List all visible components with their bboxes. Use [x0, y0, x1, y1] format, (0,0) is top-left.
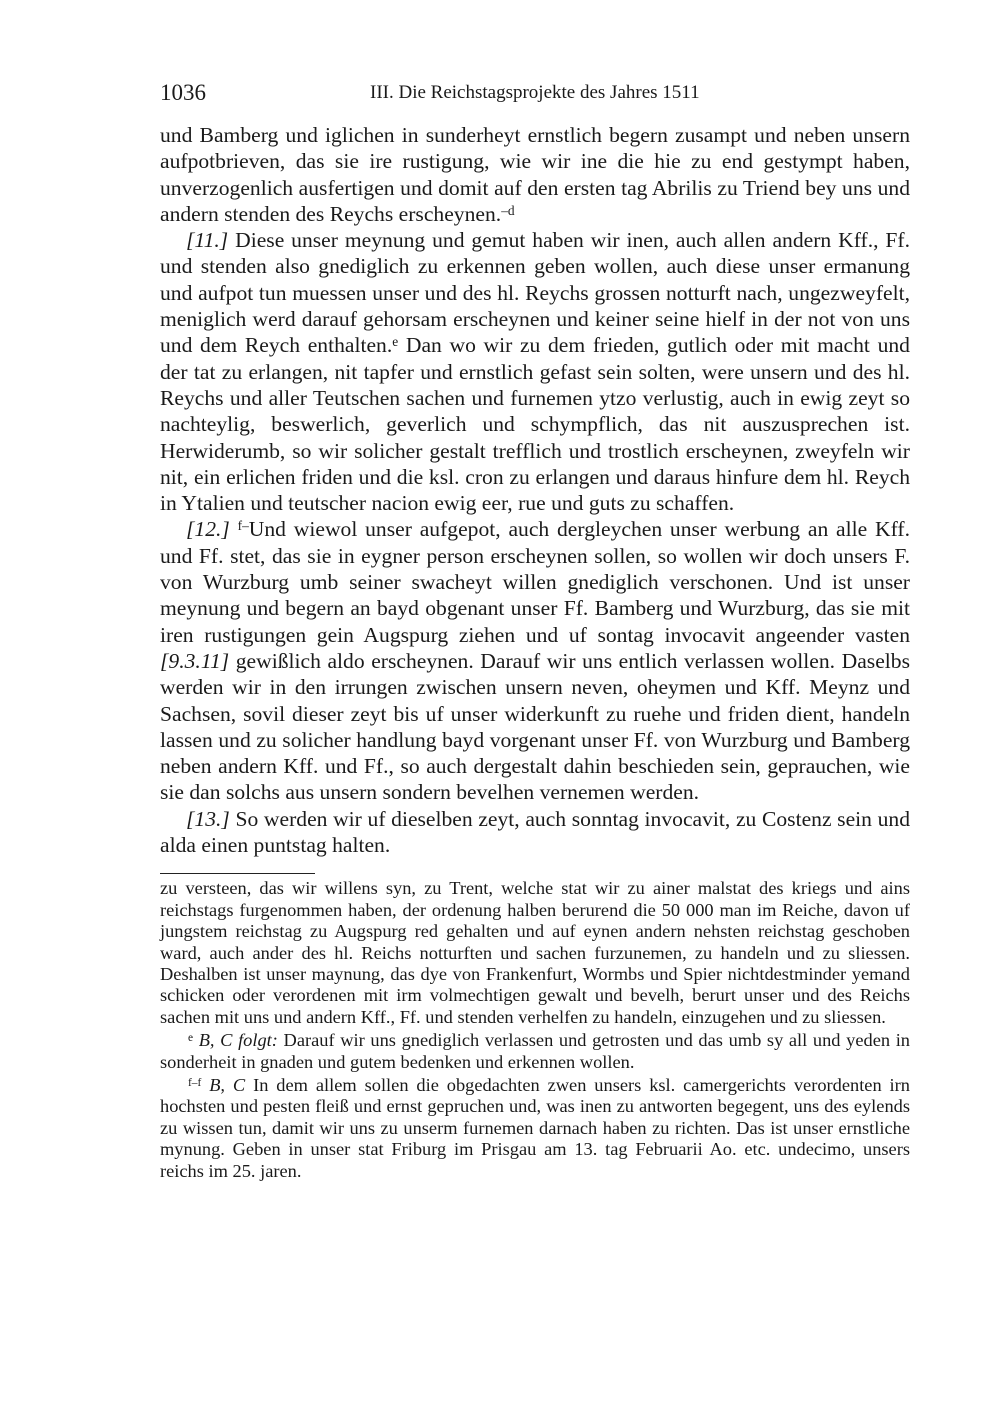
- footnote-label: e: [188, 1032, 194, 1045]
- paragraph-text: So werden wir uf dieselben zeyt, auch sonntag invocavit, zu Costenz sein und alda einen puntstag halten.: [160, 806, 910, 858]
- footnote-mark-d: –d: [501, 202, 515, 218]
- paragraph-12: [160, 516, 910, 805]
- footnote-label: f–f: [188, 1076, 202, 1089]
- footnote-f: [160, 1075, 910, 1182]
- footnote-text: In dem allem sollen die obgedachten zwen unsers ksl. camergerichts verordenten irn hochsten und pesten fleiß und ernst gepruchen und, was inen zu antworten begegent, uns des eylends zu wissen tun, damit wir uns zu unserm furnemen darnach haben zu richten. Das ist unser ernstliche mynung. Geben in unser stat Friburg im Prisgau am 13. tag Februarii Ao. etc. undecimo, unsers reichs im 25. jaren.: [160, 1074, 910, 1181]
- footnote-mark-f: f–: [237, 518, 249, 534]
- paragraph-13: [160, 806, 910, 859]
- footnote-mark-e: e: [392, 334, 399, 350]
- paragraph-text: Dan wo wir zu dem frieden, gutlich oder mit macht und der tat zu erlangen, nit tapfer und ernstlich gefast sein solten, were unsern und des hl. Reychs und aller Teutschen sachen und furnemen ytzo verlustig, auch in ewig zeyt so nachteylig, beswerlich, geverlich und schympflich, das nit auszusprechen ist. Herwiderumb, so wir solicher gestalt trefflich und trostlich erscheynen, zweyfeln wir nit, ein erlichen friden und die ksl. cron zu erlangen und daraus hinfure dem hl. Reych in Ytalien und teutscher nacion ewig eer, rue und guts zu schaffen.: [160, 333, 910, 516]
- main-text: [160, 122, 910, 858]
- date-annotation: [9.3.11]: [160, 648, 230, 673]
- document-page: [160, 78, 910, 1184]
- paragraph-text: Diese unser meynung und gemut haben wir inen, auch allen andern Kff., Ff. und stenden also gnediglich zu erkennen geben wollen, auch diese unser ermanung und aufpot tun muessen unser und des hl. Reychs grossen notturft nach, ungezweyfelt, meniglich werd darauf gehorsam erscheynen und keiner seine hielf in der not von uns und dem Reych enthalten.: [160, 228, 910, 358]
- footnote-text: Darauf wir uns gnediglich verlassen und getrosten und das umb sy all und yeden in sonderheit in gnaden und gutem bedenken und erkennen wollen.: [160, 1030, 910, 1072]
- footnotes: [160, 878, 910, 1182]
- paragraph-text: Und wiewol unser aufgepot, auch dergleychen unser werbung an alle Kff. und Ff. stet, das sie in eygner person erscheynen sollen, so wollen wir doch unsers F. von Wurzburg umb seiner swacheyt willen gnediglich verschonen. Und ist unser meynung und begern an bayd obgenant unser Ff. Bamberg und Wurzburg, das sie mit iren rustigungen gein Augspurg ziehen und uf sontag invocavit angeender vasten: [160, 517, 910, 647]
- section-number: [11.]: [186, 228, 229, 253]
- paragraph-text: gewißlich aldo erscheynen. Darauf wir uns entlich verlassen wollen. Daselbs werden wir in den irrungen zwischen unsern neven, oheymen und Kff. Meynz und Sachsen, sovil dieser zeyt bis uf unser widerkunft zu ruehe und friden dient, handeln lassen und zu solicher handlung bayd vorgenant unser Ff. von Wurzburg und Bamberg neben andern Kff. und Ff., so auch dergestalt dahin beschieden sein, geprauchen, wie sie dan solchs aus unsern sondern bevelhen vernemen werden.: [160, 648, 910, 805]
- footnote-divider: [160, 873, 315, 874]
- running-title: III. Die Reichstagsprojekte des Jahres 1511: [370, 82, 700, 103]
- footnote-source: B, C folgt:: [193, 1030, 278, 1051]
- paragraph-text: und Bamberg und iglichen in sunderheyt ernstlich begern zusampt und neben unsern aufpotbrieven, das sie ire rustigung, wie wir ine die hie zu end gestympt haben, unverzogenlich ausfertigen und domit auf den ersten tag Abrilis zu Triend bey uns und andern stenden des Reychs erscheynen.: [160, 123, 910, 226]
- footnote-continuation: zu versteen, das wir willens syn, zu Trent, welche stat wir zu ainer malstat des kriegs und ains reichstags furgenommen haben, der ordenung halben berurend die 50 000 man im Reiche, davon uf jungstem reichstag zu Augspurg red gehalten und auf eynen andern nehsten reichstag geschoben ward, auch ander des hl. Reichs notturften und sachen furzunemen, zu handeln und zu sliessen. Deshalben ist unser maynung, das dye von Frankenfurt, Wormbs und Spier nichtdestminder yemand schicken oder verordenen mit irm volmechtigen gewalt und bevelh, berurt unser und des Reichs sachen mit uns und andern Kff., Ff. und stenden verhelfen zu handeln, einzugehen und zu sliessen.: [160, 878, 910, 1027]
- running-header: [160, 78, 910, 108]
- page-number: 1036: [160, 80, 206, 105]
- section-number: [13.]: [186, 806, 230, 831]
- footnote-source: B, C: [201, 1074, 246, 1095]
- paragraph-continuation: [160, 122, 910, 227]
- footnote-e: [160, 1030, 910, 1073]
- section-number: [12.]: [186, 517, 230, 542]
- paragraph-11: [160, 227, 910, 516]
